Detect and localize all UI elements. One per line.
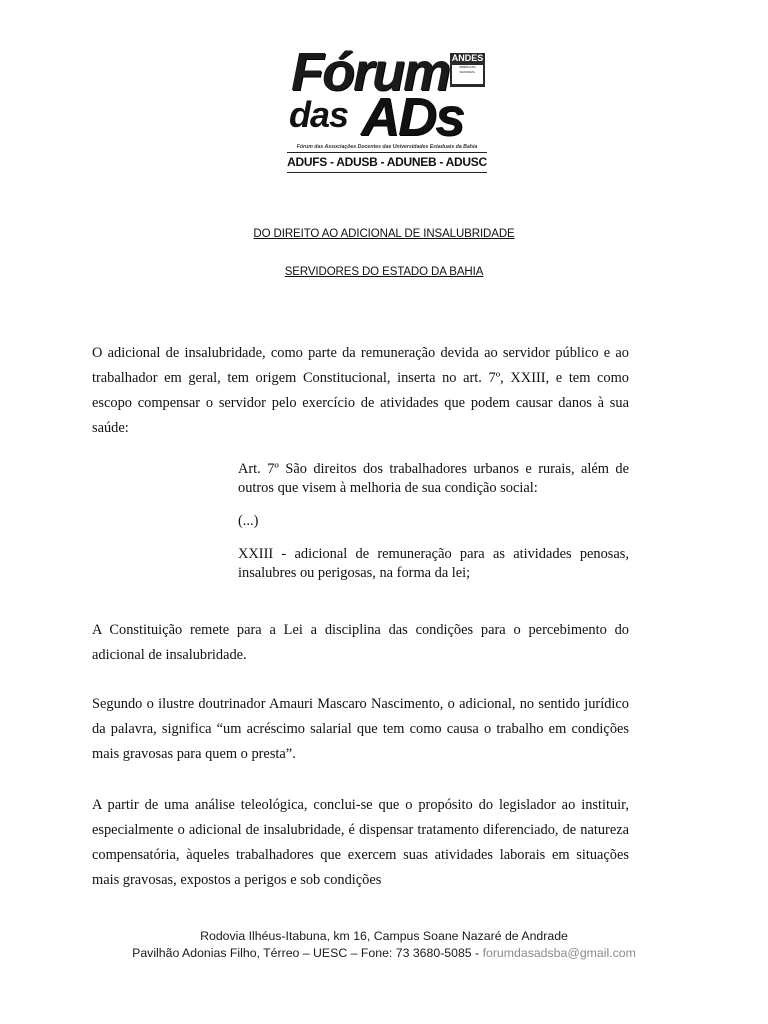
footer-email-link[interactable]: forumdasadsba@gmail.com xyxy=(482,946,636,960)
quote-ellipsis: (...) xyxy=(238,513,259,529)
logo-word-ads: ADs xyxy=(361,87,464,147)
paragraph-constitution: A Constituição remete para a Lei a disciplina das condições para o percebimento do adicional de insalubridade. xyxy=(92,622,629,663)
document-title: DO DIREITO AO ADICIONAL DE INSALUBRIDADE xyxy=(253,228,515,240)
document-subtitle: SERVIDORES DO ESTADO DA BAHIA xyxy=(284,266,484,278)
andes-badge xyxy=(450,53,485,87)
footer-address: Rodovia Ilhéus-Itabuna, km 16, Campus Soane Nazaré de Andrade xyxy=(200,929,568,943)
logo-word-forum: Fórum xyxy=(291,42,449,102)
andes-badge-label: ANDES xyxy=(451,53,484,63)
paragraph-teleological: A partir de uma análise teleológica, conclui-se que o propósito do legislador ao instituir, especialmente o adicional de insalubridade, é dispensar tratamento diferenciado, de natureza compensatória, àqueles trabalhadores que exercem suas atividades laborais em situações mais gravosas, expostos a perigos e sob condições xyxy=(92,797,629,888)
quote-item-xxiii: XXIII - adicional de remuneração para as atividades penosas, insalubres ou perigosas, na forma da lei; xyxy=(238,546,629,581)
logo-divider xyxy=(287,172,487,173)
paragraph-doctrine: Segundo o ilustre doutrinador Amauri Mascaro Nascimento, o adicional, no sentido jurídico da palavra, significa “um acréscimo salarial que tem como causa o trabalho em condições mais gravosas para quem o presta”. xyxy=(92,696,629,762)
footer-contact xyxy=(0,946,768,960)
logo-divider xyxy=(287,152,487,153)
footer-contact-text: Pavilhão Adonias Filho, Térreo – UESC – Fone: 73 3680-5085 - xyxy=(132,946,480,960)
logo-word-das: das xyxy=(289,94,349,135)
paragraph-intro: O adicional de insalubridade, como parte da remuneração devida ao servidor público e ao trabalhador em geral, tem origem Constitucional, inserta no art. 7º, XXIII, e tem como escopo compensar o servidor pelo exercício de atividades que podem causar danos à sua saúde: xyxy=(92,345,629,436)
quote-article-7: Art. 7º São direitos dos trabalhadores urbanos e rurais, além de outros que visem à melhoria de sua condição social: xyxy=(238,461,629,496)
forum-das-ads-logo xyxy=(287,44,487,176)
andes-badge-sub: SINDICATO NACIONAL xyxy=(452,65,483,84)
logo-caption: Fórum das Associações Docentes das Universidades Estaduais da Bahia xyxy=(296,144,478,150)
logo-associations: ADUFS - ADUSB - ADUNEB - ADUSC xyxy=(287,155,487,169)
